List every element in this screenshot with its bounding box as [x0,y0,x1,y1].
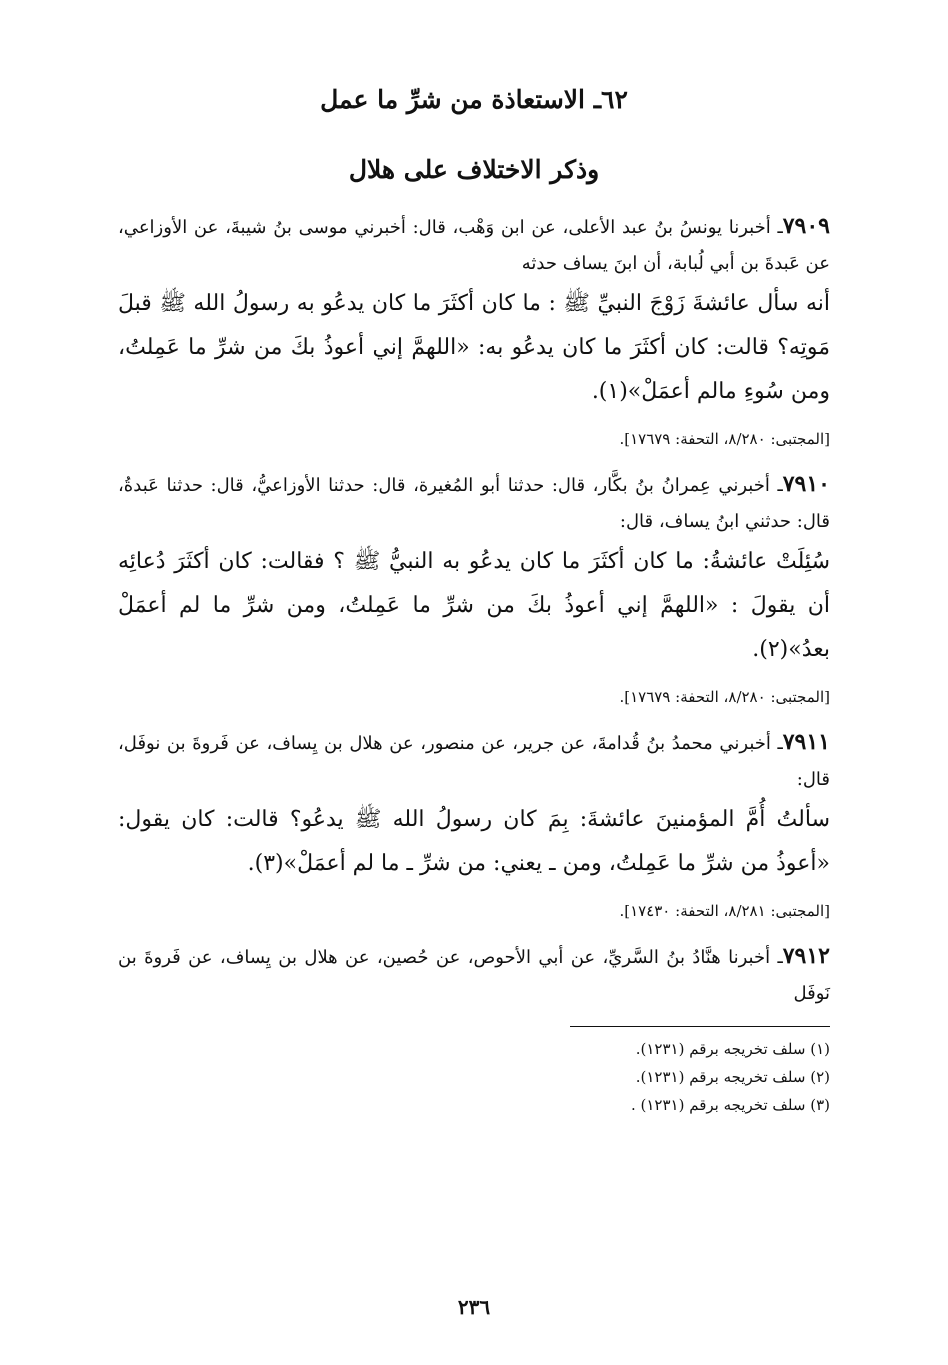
footnotes [118,1035,830,1119]
hadith-matn: سُئِلَتْ عائشةُ: ما كان أكثَرَ ما كان يدعُو به النبيُّ ﷺ ؟ فقالت: كان أكثَرَ دُعائِه أن يقولَ : «اللهمَّ إني أعوذُ بكَ من شرِّ ما عَمِلتُ، ومن شرِّ ما لم أعمَلْ بعدُ»(٢). [118,549,830,662]
isnad-text: ـ أخبرنا يونسُ بنُ عبد الأعلى، عن ابن وَهْب، قال: أخبرني موسى بنُ شيبةَ، عن الأوزاعي، عن عَبدةَ بن أبي لُبابة، أن ابنَ يساف حدثه [118,217,830,274]
footnote-2: (٢) سلف تخريجه برقم (١٢٣١). [635,1068,830,1086]
hadith-isnad [118,208,830,282]
sub-title: وذكر الاختلاف على هلال [348,155,600,184]
hadith-7910 [118,466,830,710]
chapter-title: ٦٢ـ الاستعاذة من شرِّ ما عمل [320,85,628,114]
isnad-text: ـ أخبرني محمدُ بنُ قُدامةَ، عن جرير، عن منصور، عن هلال بن يِساف، عن فَروةَ بن نوفَل، قال: [118,733,830,790]
isnad-text: ـ أخبرني عِمرانُ بنُ بكَّار، قال: حدثنا أبو المُغيرة، قال: حدثنا الأوزاعيُّ، قال: حدثنا عَبدةُ، قال: حدثني ابنُ يساف، قال: [118,475,830,532]
hadith-takhrij: [المجتبى: ٨/٢٨٠، التحفة: ١٧٦٧٩]. [619,430,830,448]
footnote-3: (٣) سلف تخريجه برقم (١٢٣١) . [630,1096,830,1114]
hadith-7912 [118,938,830,1012]
hadith-isnad [118,938,830,1012]
hadith-takhrij: [المجتبى: ٨/٢٨٠، التحفة: ١٧٦٧٩]. [619,688,830,706]
hadith-isnad [118,724,830,798]
hadith-number: ٧٩١١ [782,729,830,755]
page-number: ٢٣٦ [457,1295,491,1319]
hadith-number: ٧٩١٢ [782,943,830,969]
hadith-7909 [118,208,830,452]
hadith-number: ٧٩١٠ [782,471,830,497]
page-body [118,80,830,1119]
isnad-text: ـ أخبرنا هنَّادُ بنُ السَّريِّ، عن أبي الأحوص، عن حُصين، عن هلال بن يِساف، عن فَروةَ بن نَوفَل [118,947,830,1004]
hadith-number: ٧٩٠٩ [782,213,830,239]
hadith-7911 [118,724,830,924]
hadith-matn: أنه سأل عائشةَ زَوْجَ النبيِّ ﷺ : ما كان أكثَرَ ما كان يدعُو به رسولُ الله ﷺ قبلَ مَوتِه؟ قالت: كان أكثَرَ ما كان يدعُو به: «اللهمَّ إني أعوذُ بكَ من شرِّ ما عَمِلتُ، ومن سُوءِ مالم أعمَلْ»(١). [118,291,830,404]
hadith-isnad [118,466,830,540]
footnote-1: (١) سلف تخريجه برقم (١٢٣١). [635,1040,830,1058]
footnote-divider [570,1026,830,1027]
hadith-takhrij: [المجتبى: ٨/٢٨١، التحفة: ١٧٤٣٠]. [619,902,830,920]
hadith-matn: سألتُ أُمَّ المؤمنينَ عائشةَ: بِمَ كان رسولُ الله ﷺ يدعُو؟ قالت: كان يقول: «أعوذُ من شرِّ ما عَمِلتُ، ومن ـ يعني: من شرِّ ـ ما لم أعمَلْ»(٣). [118,807,830,876]
